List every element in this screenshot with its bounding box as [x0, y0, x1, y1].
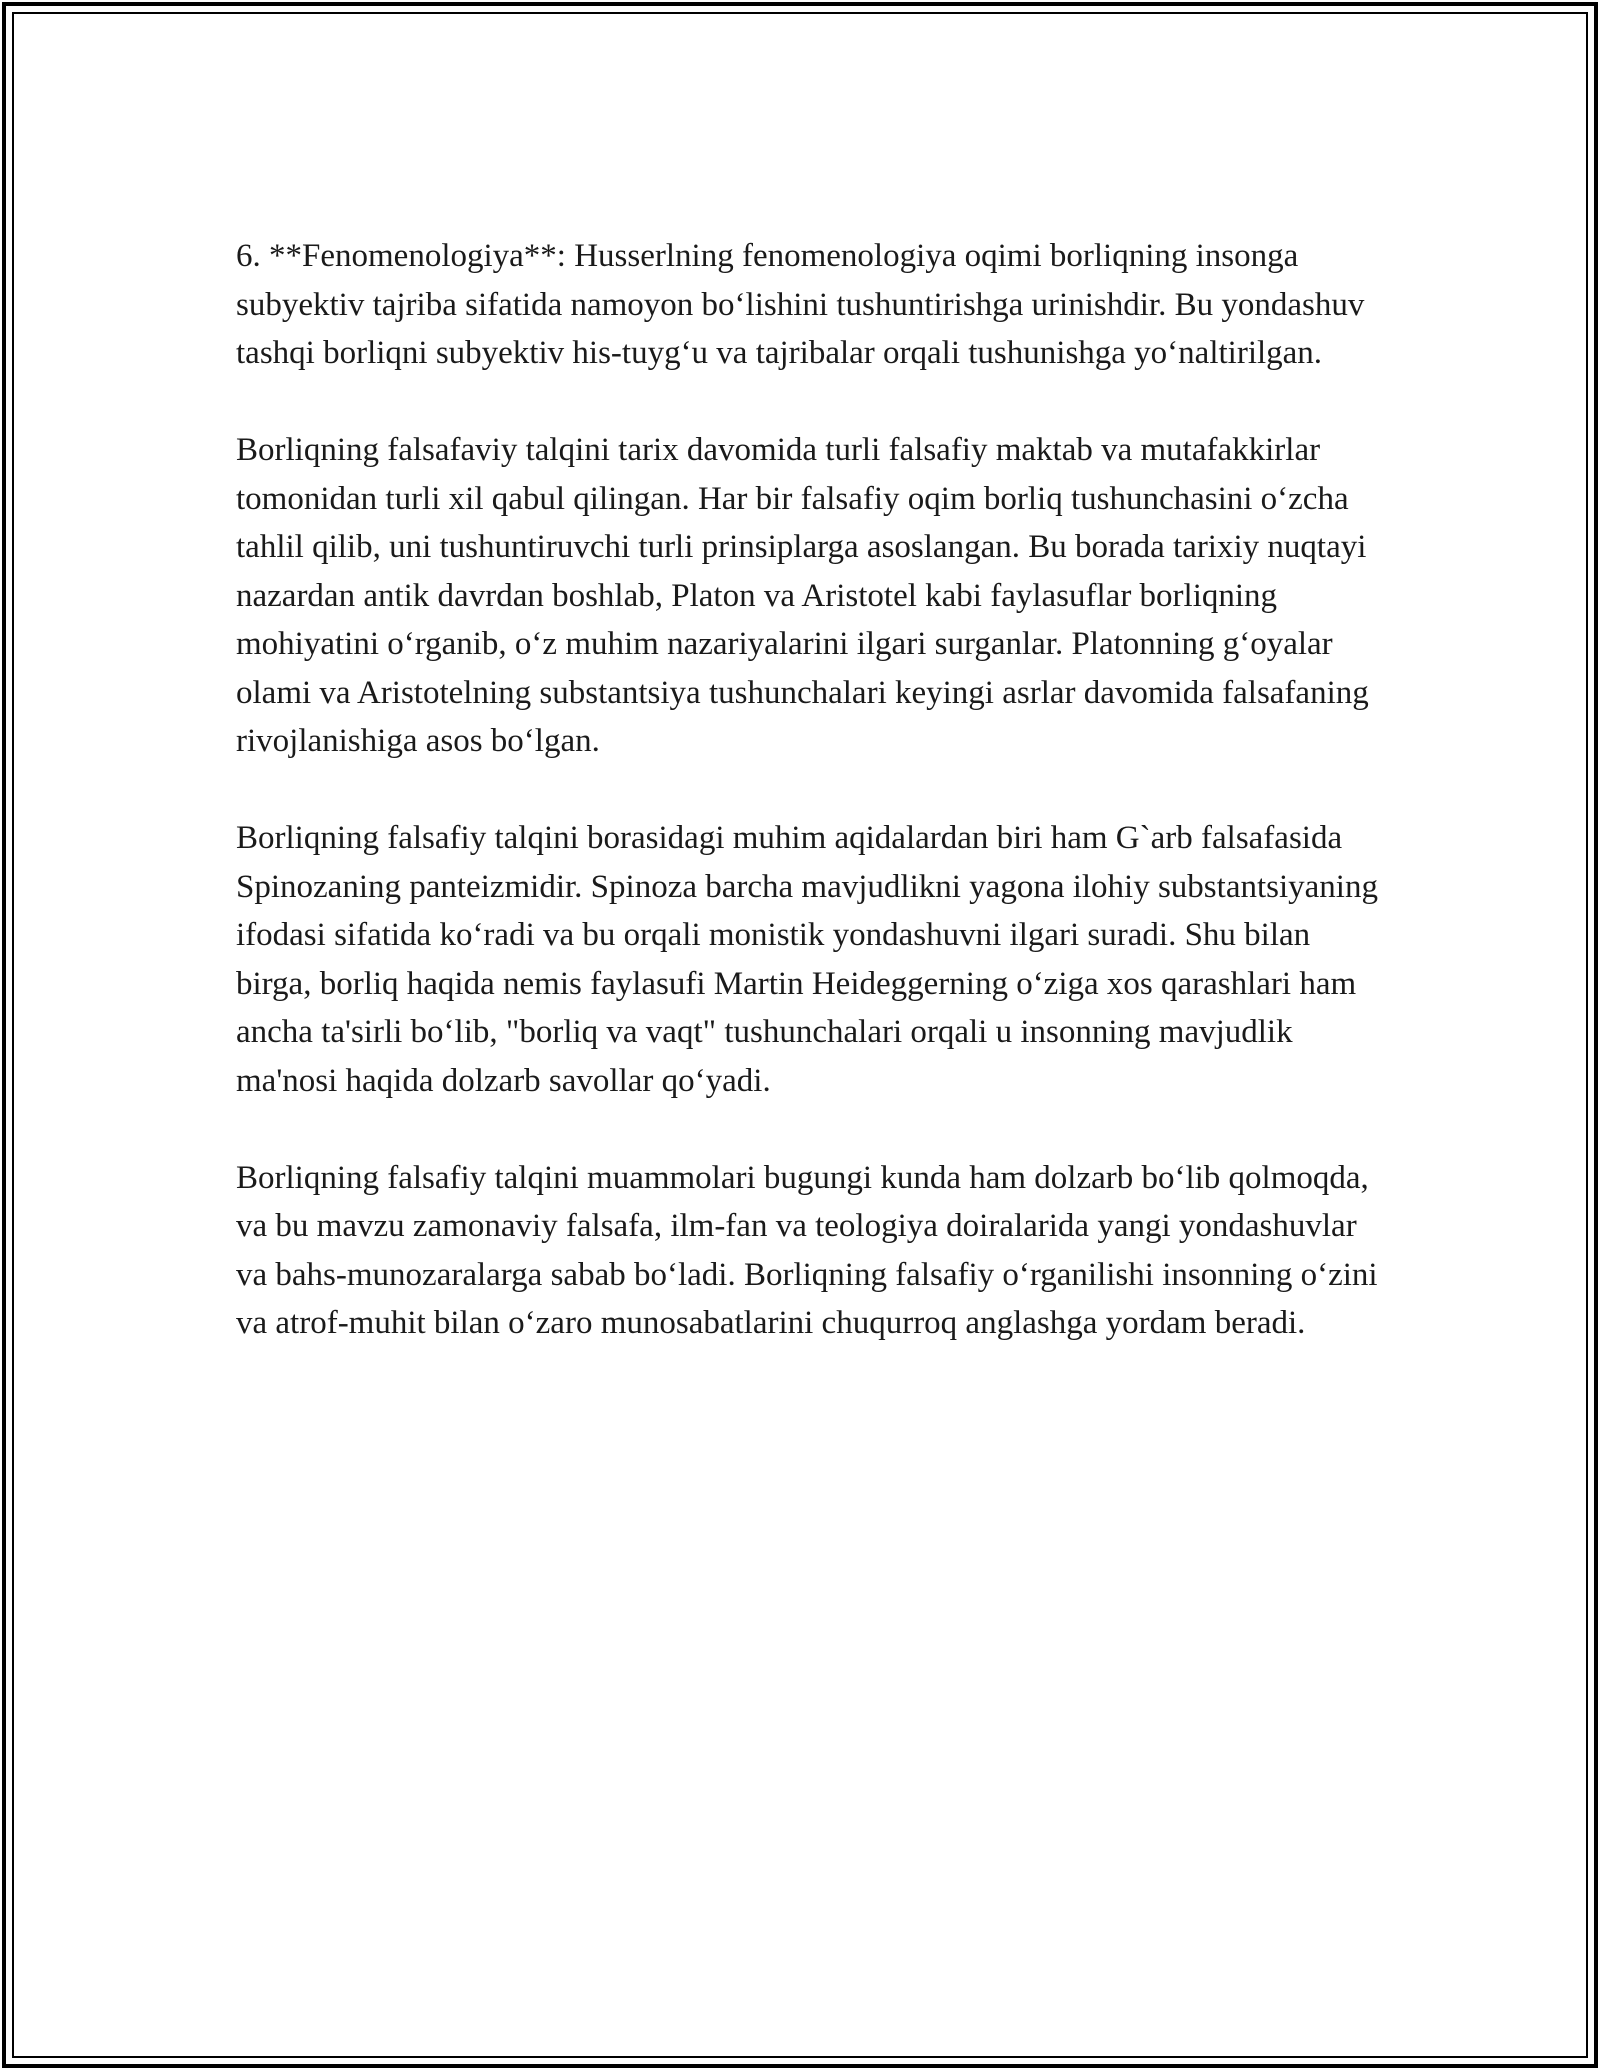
paragraph-spinoza-heidegger: Borliqning falsafiy talqini borasidagi muhim aqidalardan biri ham G`arb falsafasida Spinozaning panteizmidir. Spinoza barcha mavjudlikni yagona ilohiy substantsiyaning ifodasi sifatida ko‘radi va bu orqali monistik yondashuvni ilgari suradi. Shu bilan birga, borliq haqida nemis faylasufi Martin Heideggerning o‘ziga xos qarashlari ham ancha ta'sirli bo‘lib, "borliq va vaqt" tushunchalari orqali u insonning mavjudlik ma'nosi haqida dolzarb savollar qo‘yadi. [236, 820, 1378, 1099]
paragraph-fenomenologiya: 6. **Fenomenologiya**: Husserlning fenomenologiya oqimi borliqning insonga subyektiv tajriba sifatida namoyon bo‘lishini tushuntirishga urinishdir. Bu yondashuv tashqi borliqni subyektiv his-tuyg‘u va tajribalar orqali tushunishga yo‘naltirilgan. [236, 238, 1365, 371]
document-body [236, 232, 1386, 1396]
paragraph-falsafaviy-talqin: Borliqning falsafaviy talqini tarix davomida turli falsafiy maktab va mutafakkirlar tomonidan turli xil qabul qilingan. Har bir falsafiy oqim borliq tushunchasini o‘zcha tahlil qilib, uni tushuntiruvchi turli prinsiplarga asoslangan. Bu borada tarixiy nuqtayi nazardan antik davrdan boshlab, Platon va Aristotel kabi faylasuflar borliqning mohiyatini o‘rganib, o‘z muhim nazariyalarini ilgari surganlar. Platonning g‘oyalar olami va Aristotelning substantsiya tushunchalari keyingi asrlar davomida falsafaning rivojlanishiga asos bo‘lgan. [236, 432, 1369, 759]
paragraph-zamonaviy-muammolar: Borliqning falsafiy talqini muammolari bugungi kunda ham dolzarb bo‘lib qolmoqda, va bu mavzu zamonaviy falsafa, ilm-fan va teologiya doiralarida yangi yondashuvlar va bahs-munozaralarga sabab bo‘ladi. Borliqning falsafiy o‘rganilishi insonning o‘zini va atrof-muhit bilan o‘zaro munosabatlarini chuqurroq anglashga yordam beradi. [236, 1159, 1378, 1341]
